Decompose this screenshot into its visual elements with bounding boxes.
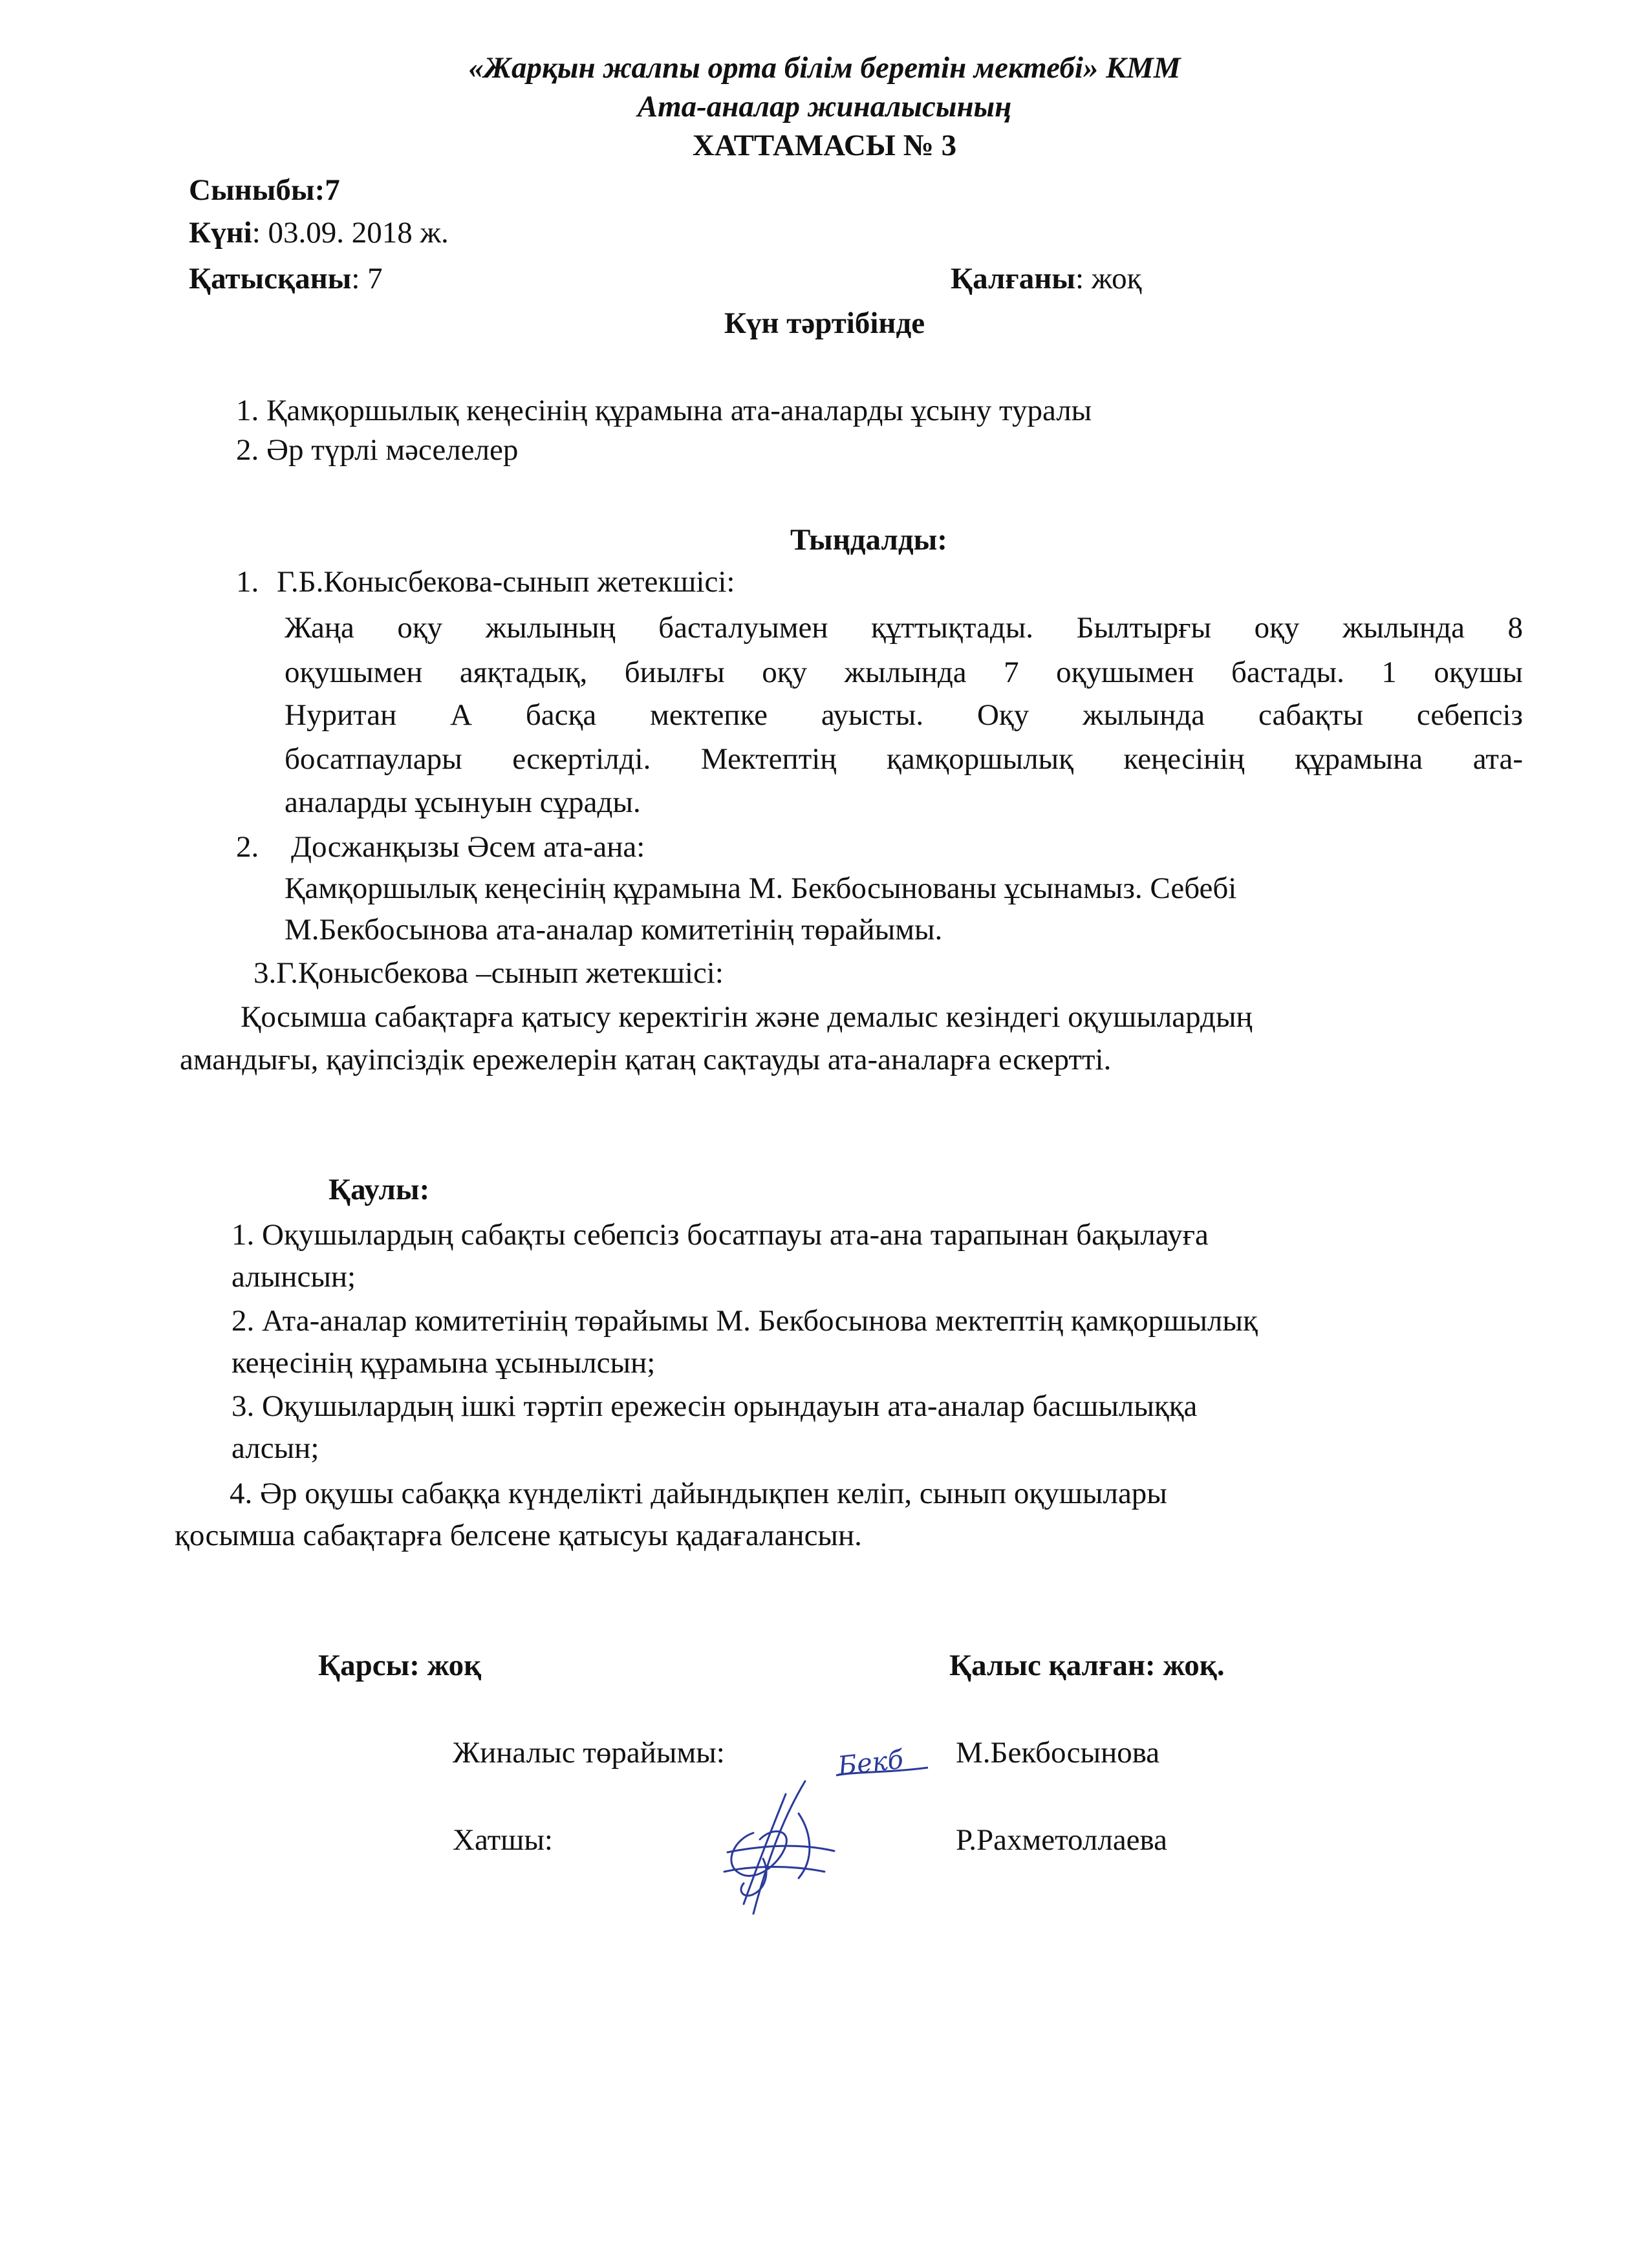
absent-label: Қалғаны bbox=[951, 262, 1075, 295]
document-subtitle: Ата-аналар жиналысының bbox=[637, 90, 1012, 123]
chair-signature bbox=[831, 1733, 934, 1784]
speaker-1-text-line: оқушымен аяқтадық, биылғы оқу жылында 7 оқушымен бастады. 1 оқушы bbox=[285, 656, 1523, 689]
agenda-item: 1. Қамқоршылық кеңесінің құрамына ата-аналарды ұсыну туралы bbox=[236, 394, 1092, 427]
decision-line: 3. Оқушылардың ішкі тәртіп ережесін орындауын ата-аналар басшылыққа bbox=[232, 1389, 1198, 1423]
speaker-2-text-line: Қамқоршылық кеңесінің құрамына М. Бекбосынованы ұсынамыз. Себебі bbox=[285, 872, 1237, 905]
decision-line: қосымша сабақтарға белсене қатысуы қадағалансын. bbox=[175, 1519, 862, 1552]
secretary-signature bbox=[708, 1775, 837, 1923]
speaker-1-text-line: аналарды ұсынуын сұрады. bbox=[285, 786, 641, 819]
absent-value: : жоқ bbox=[1075, 262, 1142, 295]
speaker-3-text-line: амандығы, қауіпсіздік ережелерін қатаң сақтауды ата-аналарға ескертті. bbox=[180, 1043, 1112, 1076]
votes-against: Қарсы: жоқ bbox=[318, 1649, 482, 1682]
date-line bbox=[189, 218, 449, 248]
decision-heading: Қаулы: bbox=[329, 1173, 430, 1206]
decision-line: 1. Оқушылардың сабақты себепсіз босатпауы ата-ана тарапынан бақылауға bbox=[232, 1218, 1209, 1252]
decision-line: 4. Әр оқушы сабаққа күнделікті дайындықпен келіп, сынып оқушылары bbox=[230, 1477, 1167, 1510]
speaker-3-text-line: Қосымша сабақтарға қатысу керектігін және демалыс кезіндегі оқушылардың bbox=[241, 1000, 1253, 1034]
present-label: Қатысқаны bbox=[189, 262, 352, 295]
speaker-3-name: 3.Г.Қонысбекова –сынып жетекшісі: bbox=[253, 956, 724, 990]
decision-line: алсын; bbox=[232, 1431, 319, 1465]
chair-signature-mark bbox=[831, 1733, 934, 1784]
speaker-1-number: 1. bbox=[236, 565, 259, 599]
speaker-1-text-line: Нуритан А басқа мектепке ауысты. Оқу жылында сабақты себепсіз bbox=[285, 698, 1523, 732]
decision-line: алынсын; bbox=[232, 1260, 356, 1294]
votes-abstained: Қалыс қалған: жоқ. bbox=[949, 1649, 1225, 1682]
secretary-label: Хатшы: bbox=[453, 1823, 553, 1857]
decision-line: 2. Ата-аналар комитетінің төрайымы М. Бекбосынова мектептің қамқоршылық bbox=[232, 1304, 1258, 1338]
chair-label: Жиналыс төрайымы: bbox=[453, 1736, 725, 1770]
speaker-2-number: 2. bbox=[236, 830, 259, 864]
class-label: Сыныбы:7 bbox=[189, 173, 340, 207]
speaker-1-text-line: босатпаулары ескертілді. Мектептің қамқоршылық кеңесінің құрамына ата- bbox=[285, 742, 1523, 776]
speaker-2-name: Досжанқызы Әсем ата-ана: bbox=[291, 830, 645, 864]
heard-heading: Тыңдалды: bbox=[790, 523, 947, 557]
agenda-item: 2. Әр түрлі мәселелер bbox=[236, 433, 519, 467]
secretary-name: Р.Рахметоллаева bbox=[956, 1823, 1167, 1857]
chair-name: М.Бекбосынова bbox=[956, 1736, 1160, 1770]
secretary-signature-mark bbox=[708, 1775, 837, 1923]
present-line bbox=[189, 264, 383, 294]
chair-signature-text: Бекб bbox=[836, 1744, 905, 1782]
decision-line: кеңесінің құрамына ұсынылсын; bbox=[232, 1346, 656, 1380]
date-value: : 03.09. 2018 ж. bbox=[252, 216, 449, 250]
absent-line bbox=[951, 264, 1141, 294]
document-org: «Жарқын жалпы орта білім беретін мектебі» КММ bbox=[468, 51, 1181, 85]
speaker-1-text-line: Жаңа оқу жылының басталуымен құттықтады. Былтырғы оқу жылында 8 bbox=[285, 611, 1523, 645]
document-title: ХАТТАМАСЫ № 3 bbox=[692, 129, 957, 162]
present-value: : 7 bbox=[351, 262, 383, 295]
agenda-heading: Күн тәртібінде bbox=[724, 306, 925, 340]
speaker-2-text-line: М.Бекбосынова ата-аналар комитетінің төрайымы. bbox=[285, 913, 943, 947]
speaker-1-name: Г.Б.Конысбекова-сынып жетекшісі: bbox=[277, 565, 735, 599]
date-label: Күні bbox=[189, 216, 252, 250]
